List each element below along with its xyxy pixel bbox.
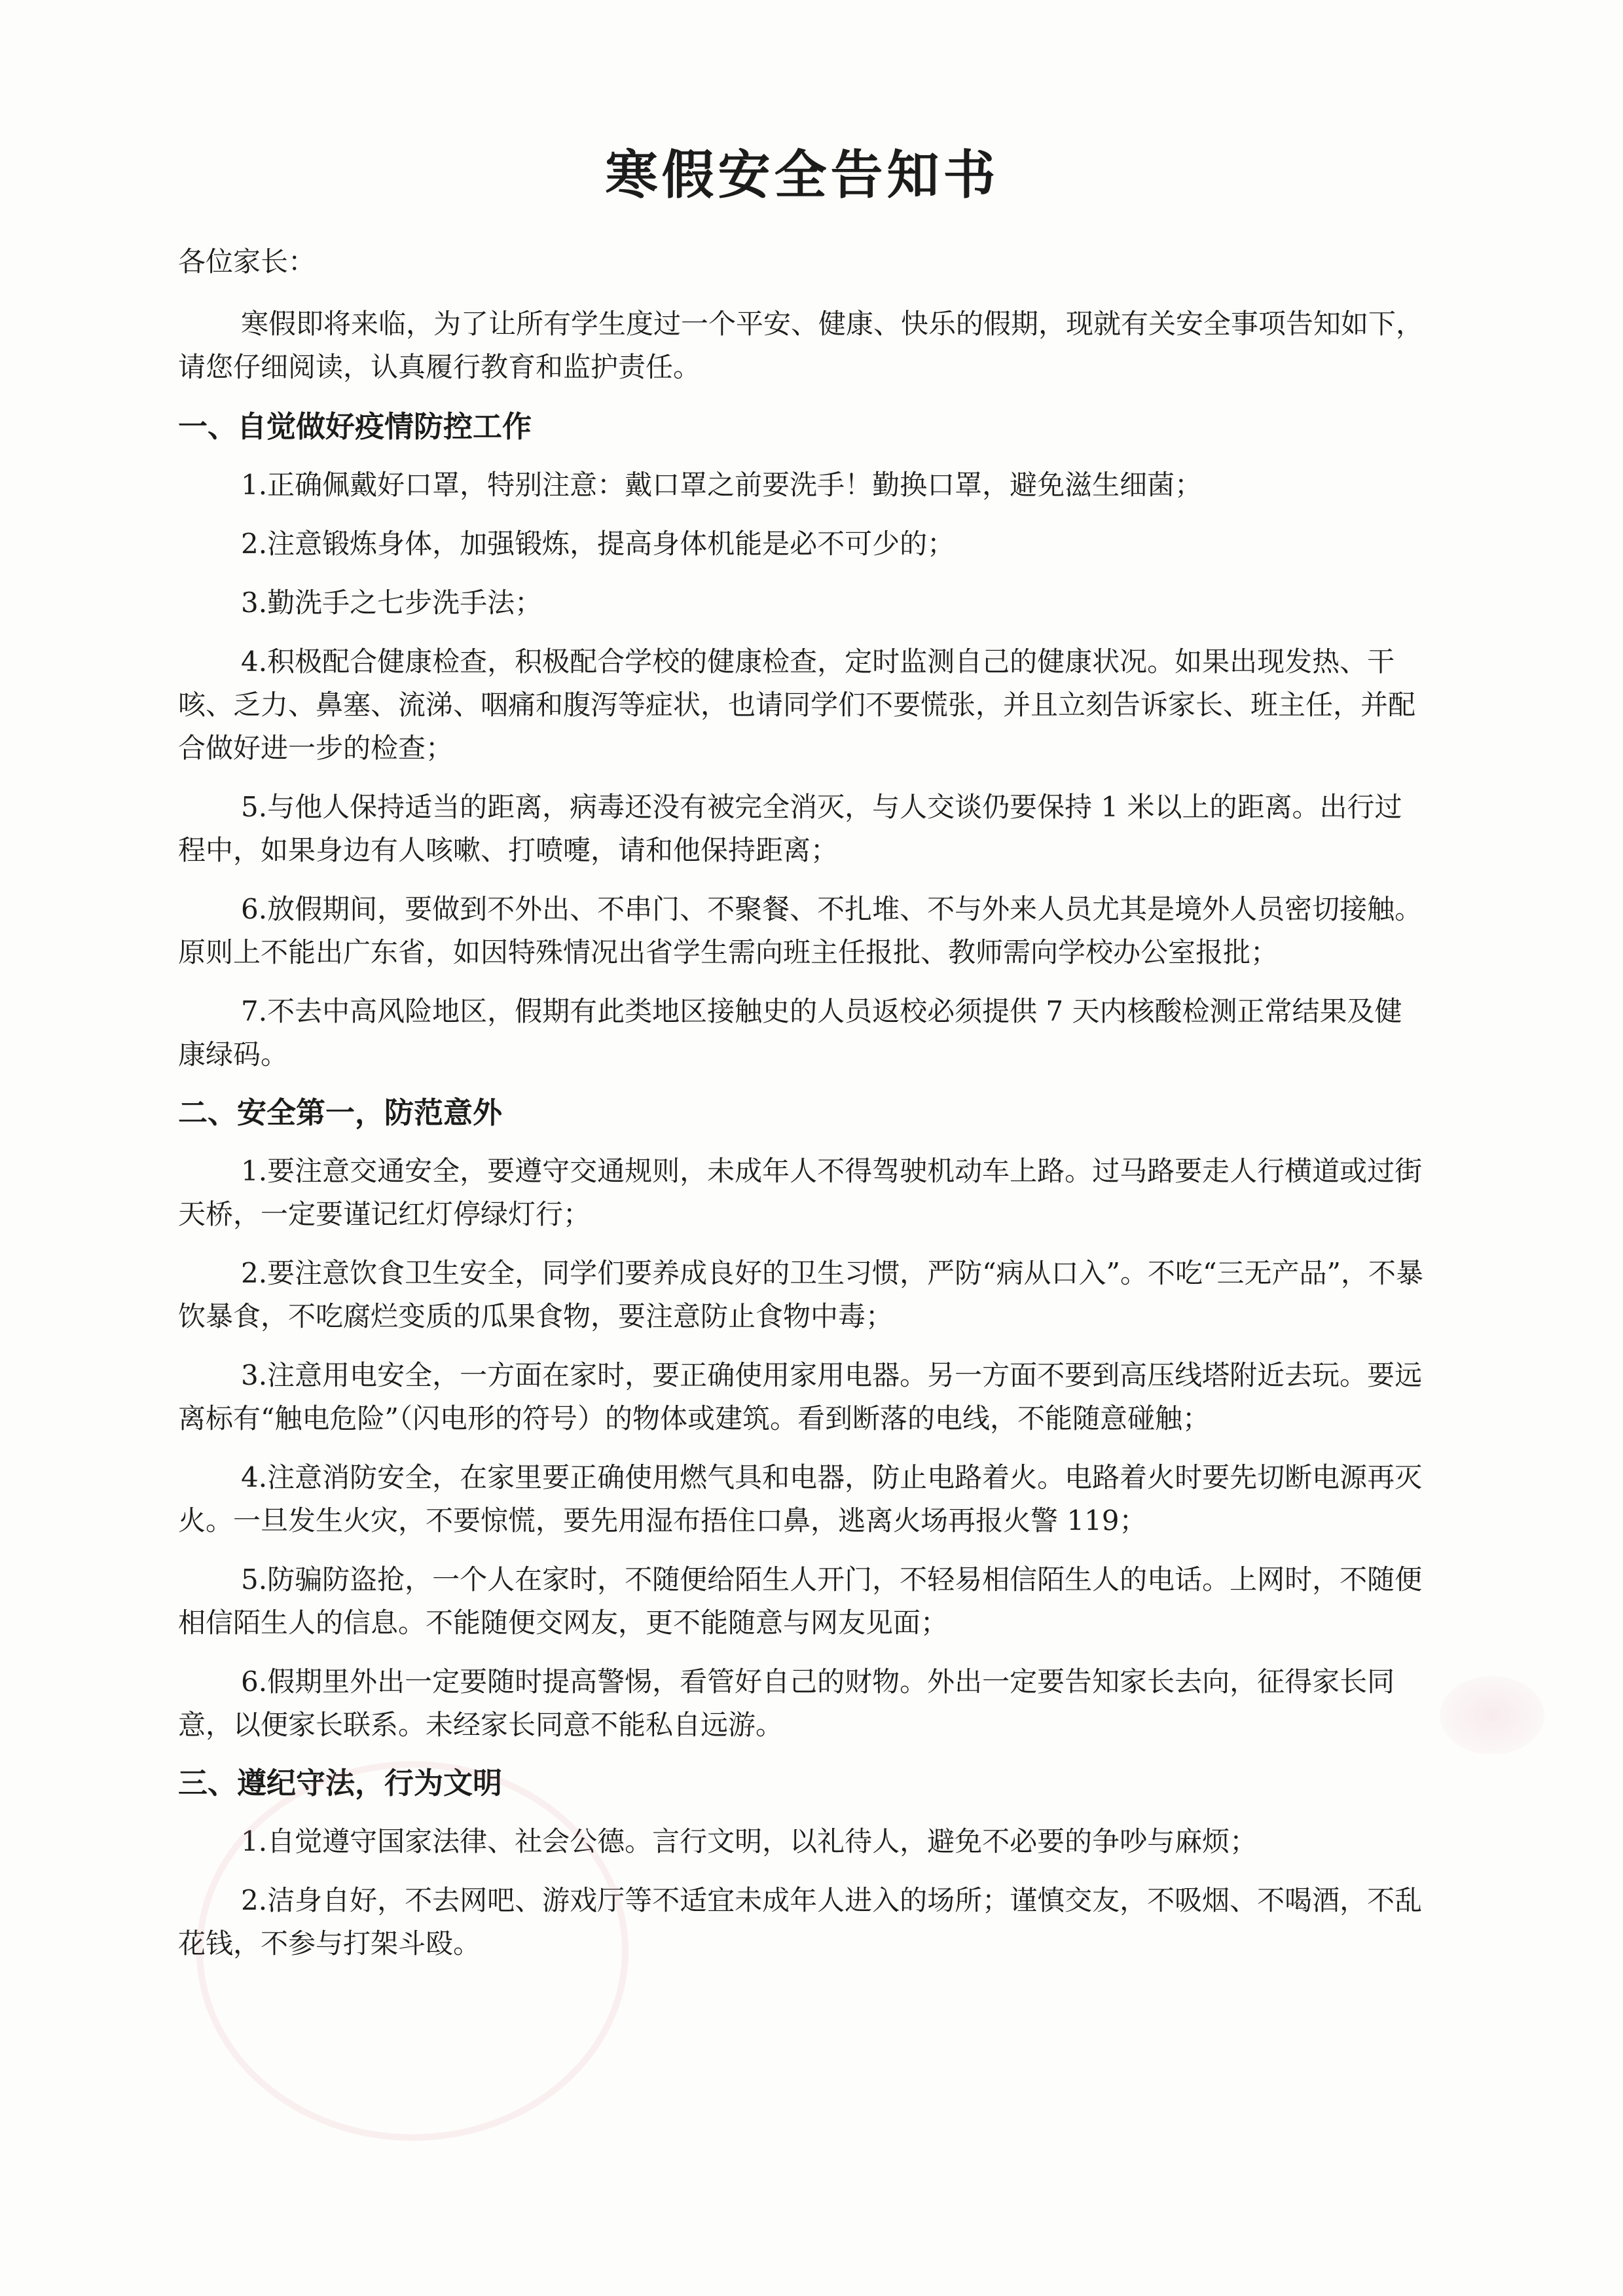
section-law-and-conduct [178,1762,1427,1965]
list-item: 4.积极配合健康检查，积极配合学校的健康检查，定时监测自己的健康状况。如果出现发热、干咳、乏力、鼻塞、流涕、咽痛和腹泻等症状，也请同学们不要慌张，并且立刻告诉家长、班主任，并配合做好进一步的检查； [178,646,1416,764]
list-item: 6.放假期间，要做到不外出、不串门、不聚餐、不扎堆、不与外来人员尤其是境外人员密切接触。原则上不能出广东省，如因特殊情况出省学生需向班主任报批、教师需向学校办公室报批； [178,893,1423,968]
list-item: 4.注意消防安全，在家里要正确使用燃气具和电器，防止电路着火。电路着火时要先切断电源再灭火。一旦发生火灾，不要惊慌，要先用湿布捂住口鼻，逃离火场再报火警 119； [178,1461,1423,1537]
list-item: 7.不去中高风险地区，假期有此类地区接触史的人员返校必须提供 7 天内核酸检测正常结果及健康绿码。 [178,995,1402,1070]
list-item: 1.自觉遵守国家法律、社会公德。言行文明，以礼待人，避免不必要的争吵与麻烦； [241,1825,1258,1857]
list-item: 2.洁身自好，不去网吧、游戏厅等不适宜未成年人进入的场所；谨慎交友，不吸烟、不喝酒，不乱花钱，不参与打架斗殴。 [178,1884,1423,1959]
section-epidemic-prevention [178,406,1427,1076]
document-title: 寒假安全告知书 [605,145,1000,206]
list-item: 5.与他人保持适当的距离，病毒还没有被完全消灭，与人交谈仍要保持 1 米以上的距离。出行过程中，如果身边有人咳嗽、打喷嚏，请和他保持距离； [178,791,1402,866]
list-item: 2.注意锻炼身体，加强锻炼，提高身体机能是必不可少的； [241,528,955,560]
section-heading: 三、遵纪守法，行为文明 [178,1766,503,1800]
red-stain-mark [1440,1676,1544,1755]
list-item: 1.正确佩戴好口罩，特别注意：戴口罩之前要洗手！勤换口罩，避免滋生细菌； [241,469,1203,501]
list-item: 1.要注意交通安全，要遵守交通规则，未成年人不得驾驶机动车上路。过马路要走人行横道或过街天桥，一定要谨记红灯停绿灯行； [178,1155,1423,1230]
section-heading: 二、安全第一，防范意外 [178,1095,503,1130]
list-item: 5.防骗防盗抢，一个人在家时，不随便给陌生人开门，不轻易相信陌生人的电话。上网时，不随便相信陌生人的信息。不能随便交网友，更不能随意与网友见面； [178,1563,1423,1639]
list-item: 2.要注意饮食卫生安全，同学们要养成良好的卫生习惯，严防“病从口入”。不吃“三无产品”，不暴饮暴食，不吃腐烂变质的瓜果食物，要注意防止食物中毒； [178,1257,1423,1332]
section-safety-first [178,1092,1427,1747]
list-item: 3.勤洗手之七步洗手法； [241,587,543,619]
section-heading: 一、自觉做好疫情防控工作 [178,409,532,444]
salutation: 各位家长： [178,246,316,278]
intro-paragraph: 寒假即将来临，为了让所有学生度过一个平安、健康、快乐的假期，现就有关安全事项告知如下，请您仔细阅读，认真履行教育和监护责任。 [178,308,1424,383]
list-item: 3.注意用电安全，一方面在家时，要正确使用家用电器。另一方面不要到高压线塔附近去玩。要远离标有“触电危险”（闪电形的符号）的物体或建筑。看到断落的电线，不能随意碰触； [178,1359,1423,1434]
list-item: 6.假期里外出一定要随时提高警惕，看管好自己的财物。外出一定要告知家长去向，征得家长同意，以便家长联系。未经家长同意不能私自远游。 [178,1666,1395,1741]
